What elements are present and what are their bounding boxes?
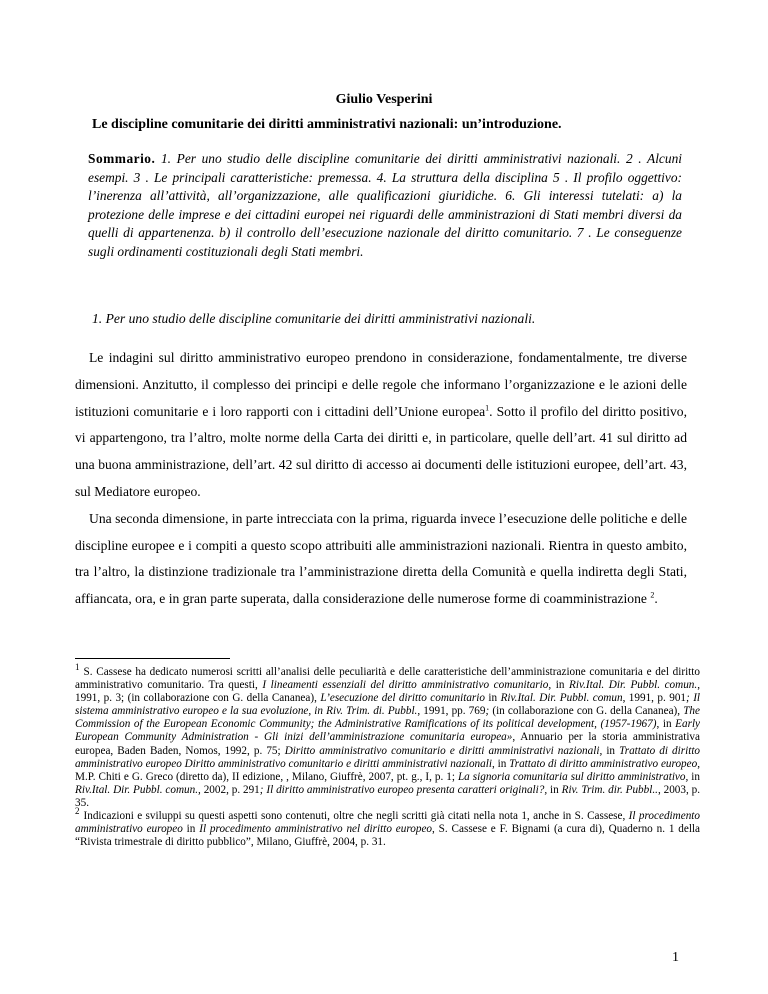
fn1-text-x: La signoria comunitaria sul diritto amministrativo, [457, 770, 689, 783]
footnote-ref-1: 1 [485, 403, 490, 413]
footnote-1 [75, 662, 701, 810]
fn1-text-aa: 2002, p. 291 [200, 783, 260, 796]
fn1-text-q: , Annuario per la storia amministrativa europea, Baden Baden, Nomos, 1992, p. 75; [75, 731, 700, 757]
paragraph-1-text: Le indagini sul diritto amministrativo europeo prendono in considerazione, fondamentalmente, tre diverse dimensioni. Anzitutto, il complesso dei principi e delle regole che informano l’organizzazione e le azioni delle istituzioni comunitarie e i loro rapporti con i cittadini dell’Unione europea [75, 350, 687, 419]
fn1-text-t: Trattato di diritto amministrativo europeo Diritto amministrativo comunitario e diritti amministrativi nazionali [75, 744, 701, 770]
fn1-text-g: in [484, 692, 501, 705]
body-text [75, 345, 687, 613]
fn1-text-l: ; [485, 705, 493, 718]
fn1-text-c: in [551, 679, 570, 692]
fn2-text-b: Il procedimento amministrativo europeo [75, 810, 700, 836]
author-name: Giulio Vesperini [335, 92, 433, 107]
fn1-text-n: The Commission of the European Economic Community; the Administrative Ramifications of its political development, (1957-1967) [75, 705, 700, 731]
page-number: 1 [672, 950, 679, 965]
fn1-text-f: L’esecuzione del diritto comunitario [320, 692, 485, 705]
fn1-text-a: S. Cassese ha dedicato numerosi scritti all’analisi delle peculiarità e delle caratteristiche dell’amministrazione comunitaria e del diritto amministrativo comunitario. Tra questi, [75, 666, 700, 692]
footnote-ref-2: 2 [650, 590, 655, 600]
paragraph-1-rest: . Sotto il profilo del diritto positivo, vi appartengono, tra l’altro, molte norme della Carta dei diritti e, in particolare, quelle dell’art. 41 sul diritto ad una buona amministrazione, dell’art. 42 sul diritto di accesso ai documenti delle istituzioni europee, dell’art. 43, sul Mediatore europeo. [75, 403, 688, 499]
footnote-1-number: 1 [75, 662, 80, 673]
fn1-text-ac: in [547, 783, 562, 796]
paragraph-1 [75, 345, 687, 506]
fn1-text-w: , M.P. Chiti e G. Greco (diretto da), II edizione, , Milano, Giuffrè, 2007, pt. g., I, p. 1; [75, 757, 700, 783]
fn1-text-ae: , 2003, p. 35. [75, 783, 701, 809]
fn1-text-j: ; Il sistema amministrativo europeo e la sua evoluzione, in Riv. Trim. di. Pubbl. [75, 692, 701, 718]
paragraph-2 [75, 506, 687, 613]
fn1-text-s: in [602, 744, 620, 757]
fn1-text-p: Early European Community Administration - Gli inizi dell’amministrazione comunitaria europea» [75, 718, 701, 744]
fn1-text-k: , 1991, pp. 769 [417, 705, 486, 718]
paragraph-2-rest: . [654, 591, 658, 607]
fn1-text-ab: ; Il diritto amministrativo europeo presenta caratteri originali?, [259, 783, 548, 796]
fn1-text-r: Diritto amministrativo comunitario e diritti amministrativi nazionali, [284, 744, 603, 757]
section-heading: 1. Per uno studio delle discipline comunitarie dei diritti amministrativi nazionali. [92, 311, 536, 326]
fn2-text-c: in [182, 823, 200, 836]
footnote-2 [75, 806, 701, 849]
fn1-text-v: Trattato di diritto amministrativo europeo [509, 757, 698, 770]
fn2-text-e: , S. Cassese e F. Bignami (a cura di), Quaderno n. 1 della “Rivista trimestrale di diritto pubblico”, Milano, Giuffrè, 2004, p. 31. [75, 823, 701, 849]
fn1-text-m: (in collaborazione con G. della Cananea), [492, 705, 684, 718]
fn1-text-d: Riv.Ital. Dir. Pubbl. comun. [569, 679, 698, 692]
document-title: Le discipline comunitarie dei diritti amministrativi nazionali: un’introduzione. [92, 117, 562, 132]
fn2-text-d: Il procedimento amministrativo nel diritto europeo [199, 823, 433, 836]
summary-text: 1. Per uno studio delle discipline comunitarie dei diritti amministrativi nazionali. 2 . Alcuni esempi. 3 . Le principali caratteristiche: premessa. 4. La struttura della disciplina 5 . Il profilo oggettivo: l’inerenza all’attività, all’organizzazione, alle qualificazioni giuridiche. 6. Gli interessi tutelati: a) la protezione delle imprese e dei cittadini europei nei riguardi delle amministrazioni di Stati membri diversi da quelli di appartenenza. b) il controllo dell’esecuzione nazionale del diritto comunitario. 7 . Le conseguenze sugli ordinamenti costituzionali degli Stati membri. [88, 151, 682, 259]
fn1-text-e: , 1991, p. 3; (in collaborazione con G. della Cananea), [75, 679, 700, 705]
fn1-text-z: Riv.Ital. Dir. Pubbl. comun., [75, 783, 201, 796]
footnote-separator [75, 658, 230, 659]
fn1-text-o: , in [656, 718, 676, 731]
fn2-text-a: Indicazioni e sviluppi su questi aspetti sono contenuti, oltre che negli scritti già citati nella nota 1, anche in S. Cassese, [83, 810, 629, 823]
fn1-text-u: , in [491, 757, 510, 770]
fn1-text-h: Riv.Ital. Dir. Pubbl. comun [500, 692, 623, 705]
fn1-text-i: , 1991, p. 901 [622, 692, 687, 705]
summary-label: Sommario. [88, 151, 156, 166]
footnotes [75, 662, 701, 849]
paragraph-2-text: Una seconda dimensione, in parte intrecciata con la prima, riguarda invece l’esecuzione delle politiche e delle discipline europee e i compiti a questo scopo attribuiti alle amministrazioni nazionali. Rientra in questo ambito, tra l’altro, la distinzione tradizionale tra l’amministrazione diretta della Comunità e quella indiretta degli Stati, affiancata, ora, e in gran parte superata, dalla considerazione delle numerose forme di coamministrazione [75, 510, 687, 607]
summary-block [88, 150, 682, 261]
footnote-2-number: 2 [75, 806, 80, 817]
fn1-text-ad: Riv. Trim. dir. Pubbl.. [561, 783, 658, 796]
fn1-text-y: in [688, 770, 700, 783]
fn1-text-b: I lineamenti essenziali del diritto amministrativo comunitario, [262, 679, 552, 692]
